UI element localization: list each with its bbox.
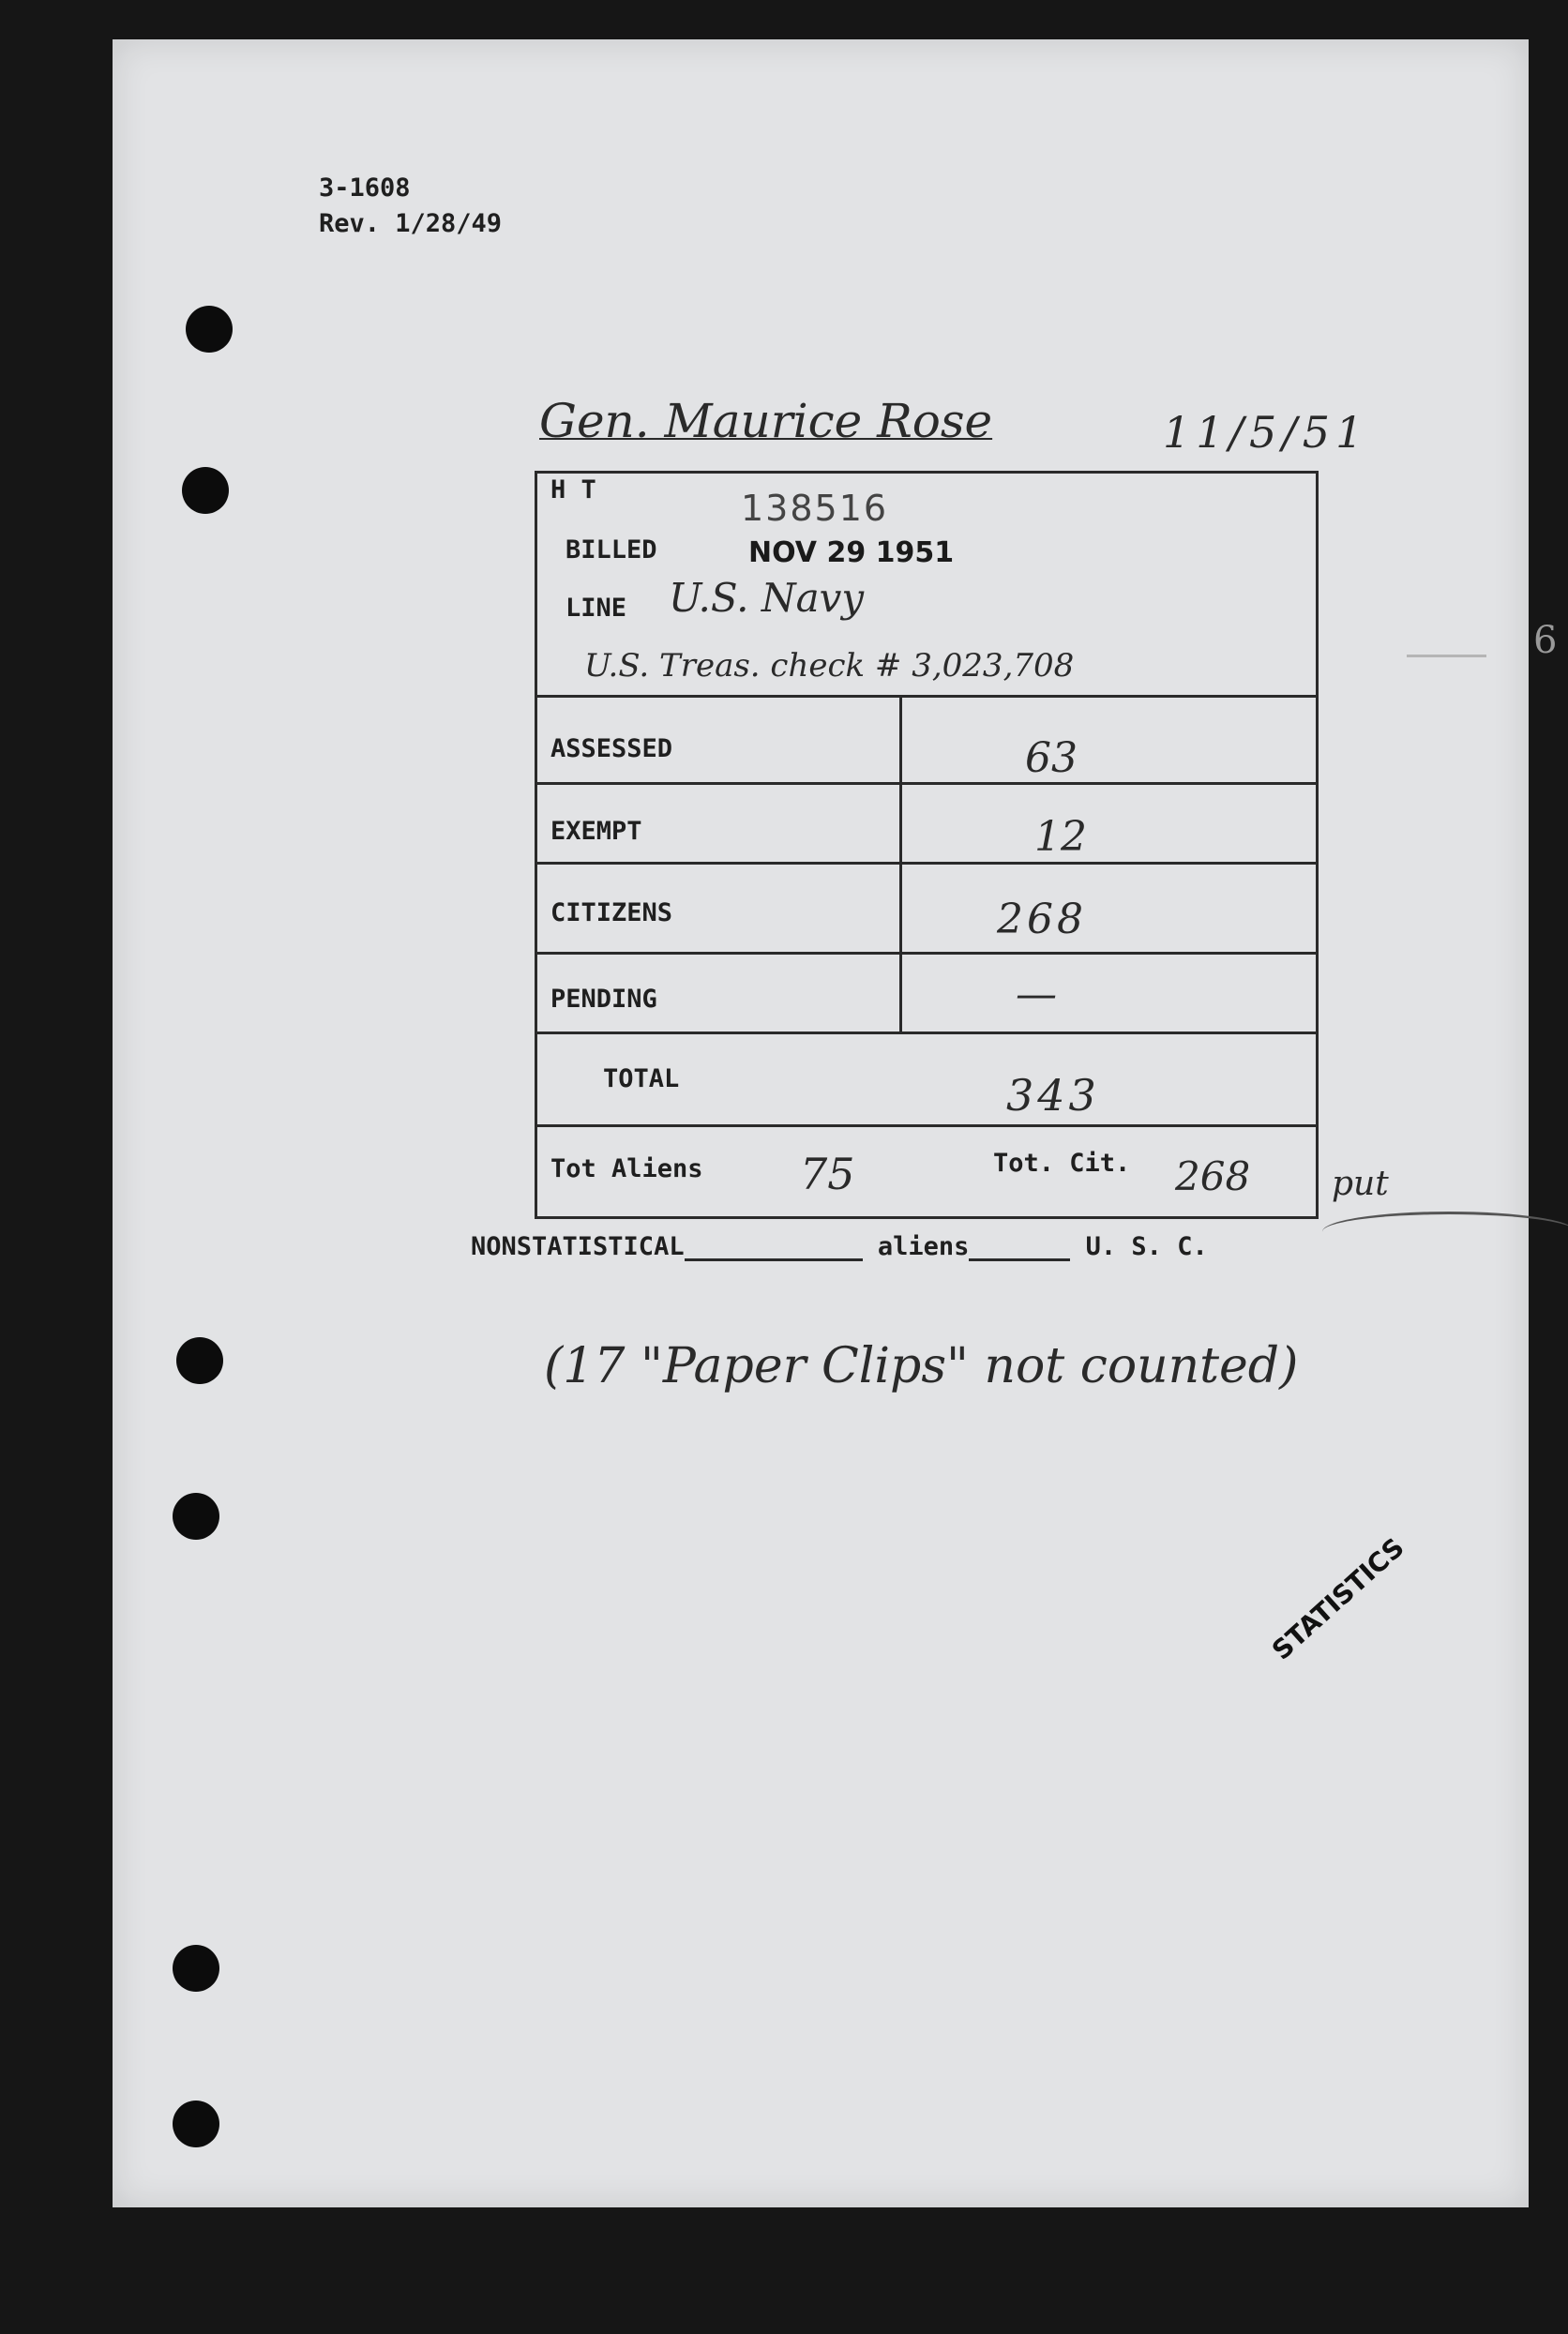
usc-label: U. S. C. (1085, 1232, 1208, 1261)
page-marker: 6 (1533, 619, 1558, 662)
divider (537, 862, 1316, 865)
binder-hole (176, 1337, 223, 1384)
total-label: TOTAL (603, 1064, 680, 1093)
divider (537, 695, 1316, 698)
divider (537, 1031, 1316, 1034)
binder-hole (182, 467, 229, 514)
blank-underline (969, 1258, 1070, 1261)
binder-hole (173, 2101, 219, 2147)
form-number: 3-1608 (319, 173, 411, 203)
assessed-value: 63 (1025, 734, 1078, 782)
nonstatistical-line (471, 1232, 1208, 1261)
total-value: 343 (1006, 1070, 1100, 1121)
initials: put (1332, 1165, 1389, 1203)
form-revision: Rev. 1/28/49 (319, 209, 503, 238)
document-page (113, 39, 1558, 2207)
assessed-label: ASSESSED (550, 734, 673, 763)
blank-underline (685, 1258, 863, 1261)
form-number-block (319, 171, 502, 242)
citizens-value: 268 (997, 896, 1087, 943)
binder-hole (186, 306, 233, 353)
initials-swoosh (1322, 1212, 1568, 1252)
citizens-label: CITIZENS (550, 898, 673, 927)
billed-label: BILLED (565, 535, 657, 565)
line-label: LINE (565, 594, 627, 623)
divider (537, 1124, 1316, 1127)
statistics-stamp: STATISTICS (1266, 1531, 1410, 1666)
line-value: U.S. Navy (669, 575, 865, 621)
nonstatistical-label: NONSTATISTICAL (471, 1232, 685, 1261)
tot-aliens-value: 75 (800, 1149, 855, 1199)
divider (537, 952, 1316, 955)
ship-name: Gen. Maurice Rose (539, 394, 993, 448)
divider (537, 782, 1316, 785)
aliens-label: aliens (877, 1232, 970, 1261)
exempt-value: 12 (1034, 813, 1087, 861)
pending-label: PENDING (550, 985, 657, 1014)
tot-cit-value: 268 (1175, 1153, 1251, 1199)
column-divider (899, 695, 902, 1034)
exempt-label: EXEMPT (550, 817, 642, 846)
handwritten-note: (17 "Paper Clips" not counted) (544, 1338, 1299, 1394)
tot-cit-label: Tot. Cit. (993, 1149, 1131, 1178)
billed-date-stamp: NOV 29 1951 (748, 536, 955, 569)
manifest-date: 11/5/51 (1163, 407, 1369, 458)
binder-hole (173, 1945, 219, 1992)
tot-aliens-label: Tot Aliens (550, 1154, 703, 1183)
statistics-form-table (535, 471, 1319, 1219)
pending-value: — (1016, 971, 1057, 1018)
faint-dash (1407, 655, 1486, 657)
treasury-check: U.S. Treas. check # 3,023,708 (584, 647, 1075, 685)
binder-hole (173, 1493, 219, 1540)
ht-label: H T (550, 475, 596, 504)
ht-number-stamp: 138516 (741, 488, 889, 529)
